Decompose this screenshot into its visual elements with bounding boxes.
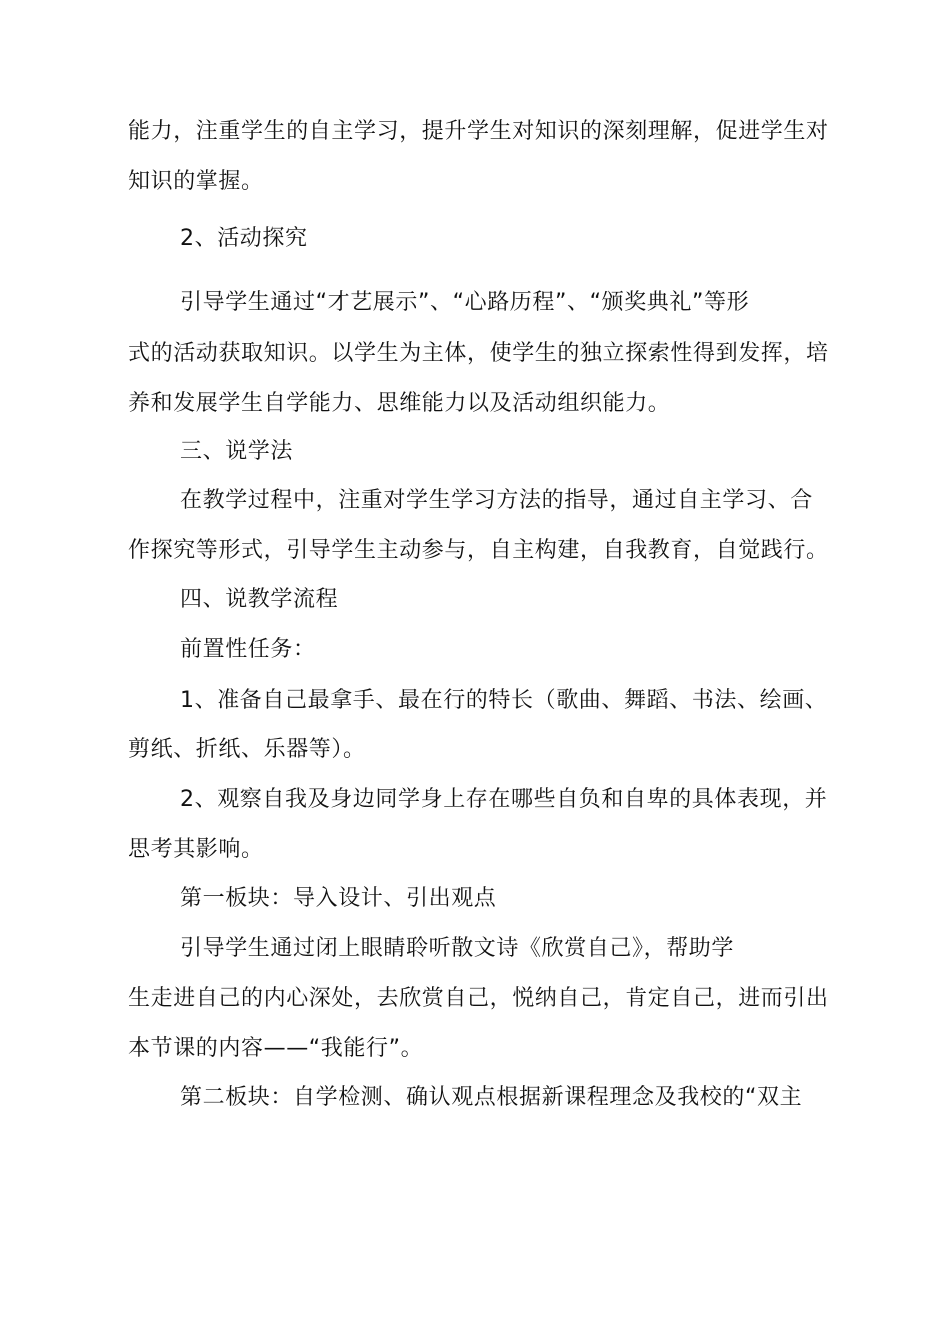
text-line: 本节课的内容——“我能行”。 [128,1036,424,1061]
section-heading: 四、说教学流程 [180,587,339,612]
section-heading: 第一板块：导入设计、引出观点 [180,886,497,911]
text-line: 知识的掌握。 [128,169,264,194]
text-line: 能力，注重学生的自主学习，提升学生对知识的深刻理解，促进学生对 [128,119,829,144]
text-line: 生走进自己的内心深处，去欣赏自己，悦纳自己，肯定自己，进而引出 [128,986,829,1011]
text-line: 式的活动获取知识。以学生为主体，使学生的独立探索性得到发挥，培 [128,341,829,366]
list-item: 1、准备自己最拿手、最在行的特长（歌曲、舞蹈、书法、绘画、 [180,688,828,713]
text-line: 作探究等形式，引导学生主动参与，自主构建，自我教育，自觉践行。 [128,538,829,563]
text-line: 在教学过程中，注重对学生学习方法的指导，通过自主学习、合 [180,488,813,513]
text-line: 剪纸、折纸、乐器等）。 [128,737,366,762]
list-item: 2、观察自我及身边同学身上存在哪些自负和自卑的具体表现，并 [180,787,828,812]
section-heading: 三、说学法 [180,439,294,464]
section-heading: 第二板块：自学检测、确认观点根据新课程理念及我校的“双主 [180,1085,803,1110]
text-line: 思考其影响。 [128,837,264,862]
text-line: 前置性任务： [180,637,316,662]
text-line: 引导学生通过“才艺展示”、“心路历程”、“颁奖典礼”等形 [180,290,750,315]
section-heading: 2、活动探究 [180,226,308,251]
text-line: 养和发展学生自学能力、思维能力以及活动组织能力。 [128,391,671,416]
text-line: 引导学生通过闭上眼睛聆听散文诗《欣赏自己》，帮助学 [180,936,735,961]
